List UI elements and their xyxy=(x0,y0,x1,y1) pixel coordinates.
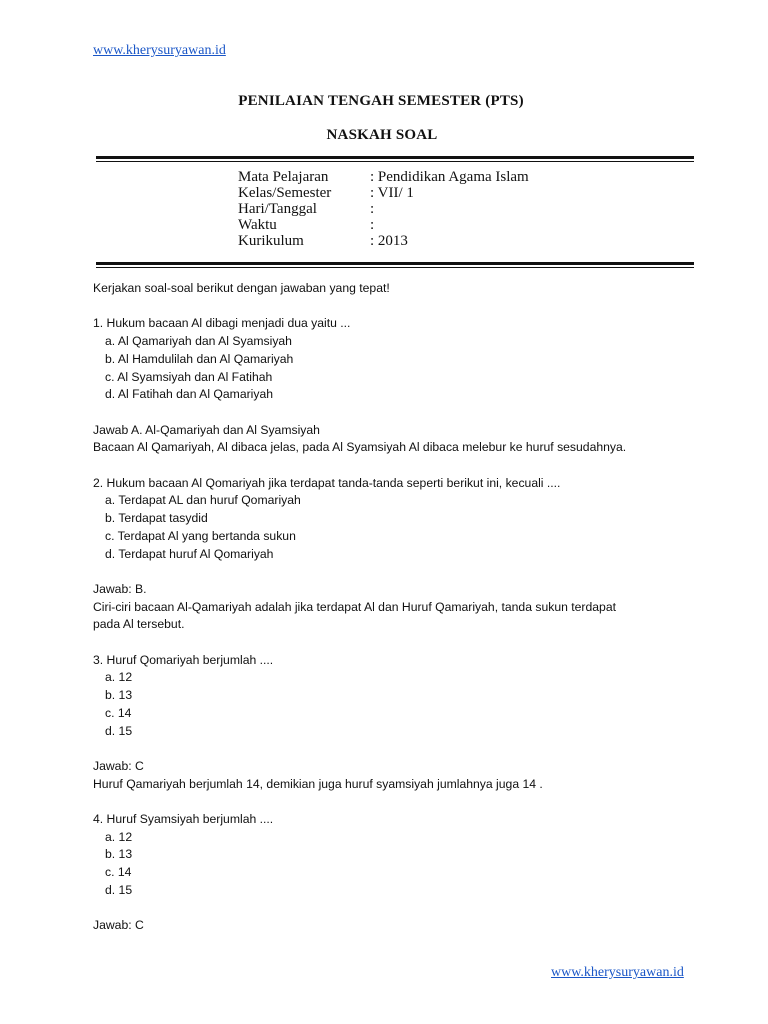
exam-subtitle: NASKAH SOAL xyxy=(326,127,438,143)
question-3 xyxy=(93,652,693,794)
option: b. 13 xyxy=(105,688,133,703)
question-1 xyxy=(93,315,693,457)
question-text: 2. Hukum bacaan Al Qomariyah jika terdapat tanda-tanda seperti berikut ini, kecuali .... xyxy=(93,475,561,490)
header-link[interactable]: www.kherysuryawan.id xyxy=(93,43,226,58)
footer-link[interactable]: www.kherysuryawan.id xyxy=(551,965,684,980)
exam-title: PENILAIAN TENGAH SEMESTER (PTS) xyxy=(238,93,524,109)
option: d. Al Fatihah dan Al Qamariyah xyxy=(105,387,274,402)
option: d. 15 xyxy=(105,882,133,897)
option: b. Al Hamdulilah dan Al Qamariyah xyxy=(105,351,294,366)
option: c. 14 xyxy=(105,705,132,720)
option: c. Al Syamsiyah dan Al Fatihah xyxy=(105,369,273,384)
info-label: Waktu xyxy=(238,217,277,233)
option: a. 12 xyxy=(105,670,133,685)
option: b. Terdapat tasydid xyxy=(105,511,208,526)
info-value: : 2013 xyxy=(370,233,408,249)
option: d. 15 xyxy=(105,723,133,738)
question-4 xyxy=(93,811,693,935)
explanation: Ciri-ciri bacaan Al-Qamariyah adalah jika terdapat Al dan Huruf Qamariyah, tanda sukun terdapat xyxy=(93,599,616,614)
info-row-curriculum xyxy=(238,233,529,249)
info-label: Kurikulum xyxy=(238,233,304,249)
info-row-subject xyxy=(238,169,529,185)
info-row-time xyxy=(238,217,529,233)
answer: Jawab: C xyxy=(93,758,144,773)
info-value: : VII/ 1 xyxy=(370,185,414,201)
option: d. Terdapat huruf Al Qomariyah xyxy=(105,546,274,561)
question-content xyxy=(93,280,693,935)
option: a. Terdapat AL dan huruf Qomariyah xyxy=(105,493,301,508)
question-2 xyxy=(93,475,693,634)
info-label: Kelas/Semester xyxy=(238,185,332,201)
option: b. 13 xyxy=(105,847,133,862)
option: c. 14 xyxy=(105,865,132,880)
info-row-class xyxy=(238,185,529,201)
exam-info xyxy=(238,169,529,249)
question-text: 1. Hukum bacaan Al dibagi menjadi dua yaitu ... xyxy=(93,316,351,331)
info-row-date xyxy=(238,201,529,217)
explanation: Huruf Qamariyah berjumlah 14, demikian juga huruf syamsiyah jumlahnya juga 14 . xyxy=(93,776,543,791)
explanation: Bacaan Al Qamariyah, Al dibaca jelas, pada Al Syamsiyah Al dibaca melebur ke huruf sesudahnya. xyxy=(93,440,627,455)
question-text: 3. Huruf Qomariyah berjumlah .... xyxy=(93,652,274,667)
explanation: pada Al tersebut. xyxy=(93,617,185,632)
bottom-divider xyxy=(96,262,694,268)
option: a. 12 xyxy=(105,829,133,844)
info-label: Hari/Tanggal xyxy=(238,201,317,217)
answer: Jawab: B. xyxy=(93,581,147,596)
answer: Jawab: C xyxy=(93,918,144,933)
info-value: : Pendidikan Agama Islam xyxy=(370,169,529,185)
info-value: : xyxy=(370,201,375,217)
info-label: Mata Pelajaran xyxy=(238,169,329,185)
info-value: : xyxy=(370,217,375,233)
answer: Jawab A. Al-Qamariyah dan Al Syamsiyah xyxy=(93,422,320,437)
option: a. Al Qamariyah dan Al Syamsiyah xyxy=(105,334,292,349)
option: c. Terdapat Al yang bertanda sukun xyxy=(105,528,296,543)
instruction: Kerjakan soal-soal berikut dengan jawaban yang tepat! xyxy=(93,281,390,295)
top-divider xyxy=(96,156,694,162)
question-text: 4. Huruf Syamsiyah berjumlah .... xyxy=(93,811,274,826)
